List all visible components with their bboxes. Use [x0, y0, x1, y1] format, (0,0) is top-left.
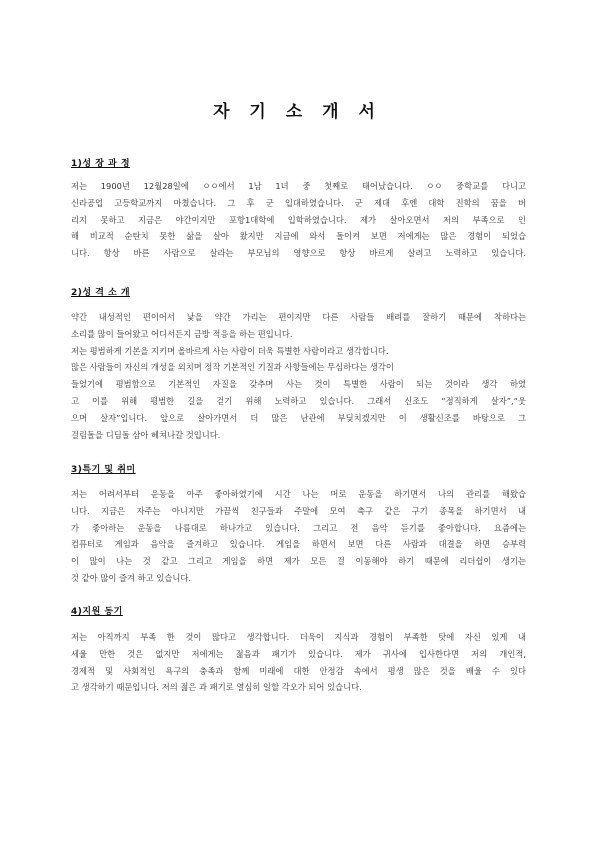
section-heading-motivation: 4)지원 동기	[71, 607, 123, 617]
document-title: 자 기 소 개 서	[213, 102, 382, 122]
section-heading-growth: 1)성 장 과 정	[71, 159, 131, 169]
paragraph-line: 약간 내성적인 편이어서 낯을 약간 가리는 편이지만 다른 사람들 배려를 잘하기 때문에 착하다는	[71, 312, 526, 322]
paragraph-line: 이 많이 나는 것 같고 그리고 게임을 하면 제가 모든 걸 이동해야 하기 때문에 리더쉽이 생기는	[71, 556, 526, 567]
paragraph-line: 해 비교적 순탄치 못한 삶을 살아 왔지만 지금에 와서 돌이켜 보면 저에게는 많은 경험이 되었습	[71, 231, 526, 242]
paragraph-line: 경제적 및 사회적인 욕구의 충족과 함께 미래에 대한 안정감 속에서 평생 많은 것을 배울 수 있다	[71, 665, 526, 676]
paragraph-line: 고 이를 위해 평범한 길을 걷기 위해 노력하고 있습니다. 그래서 신조도 “정직하게 살자”,“웃	[71, 395, 526, 406]
section-heading-skills-hobbies: 3)특기 및 취미	[71, 465, 136, 475]
section-body-personality	[71, 309, 526, 443]
paragraph-line: 니다. 항상 바른 사람으로 살라는 부모님의 영향으로 항상 바르게 살려고 노력하고 있습니다.	[71, 248, 526, 259]
paragraph-line: 리지 못하고 지금은 야간이지만 포항1대학에 입학하였습니다. 제가 살아오면서 저의 부족으로 인	[71, 214, 526, 225]
section-body-growth	[71, 178, 526, 262]
paragraph-line: 걸림돌을 디딤돌 삼아 헤쳐나갈 것입니다.	[71, 429, 221, 440]
paragraph-line: 니다. 지금은 자주는 아니지만 가끔씩 친구들과 주말에 모여 축구 같은 구기 종목을 하기면서 내	[71, 505, 526, 516]
paragraph-line: 들었기에 평범함으로 기본적인 자질을 갖추며 사는 것이 특별한 사람이 되는 것이라 생각 하였	[71, 379, 526, 390]
paragraph-line: 소리를 많이 들어왔고 어디서든지 금방 적응을 하는 편입니다.	[71, 328, 293, 339]
paragraph-line: 으며 살자”입니다. 앞으로 살아가면서 더 많은 난관에 부딪치겠지만 이 생활신조를 바탕으로 그	[71, 412, 526, 423]
paragraph-line: 세울 만한 것은 없지만 저에게는 젊음과 패기가 있습니다. 제가 귀사에 입사한다면 저의 개인적,	[71, 648, 526, 659]
paragraph-line: 저는 1900년 12월28일에 ㅇㅇ에서 1남 1녀 중 첫째로 태어났습니다. ㅇㅇ 중학교를 다니고	[71, 181, 526, 191]
paragraph-line: 가 좋아하는 운동을 나름대로 하나가고 있습니다. 그리고 전 음악 듣기를 좋아합니다. 요즘에는	[71, 522, 526, 533]
paragraph-line: 많은 사람들이 자신의 개성을 외치며 정작 기본적인 기질과 사항들에는 무심하다는 생각이	[71, 362, 394, 373]
paragraph-line: 고 생각하기 때문입니다. 저의 젊은 과 패기로 열심히 일할 각오가 되어 있습니다.	[71, 682, 362, 693]
section-body-motivation	[71, 629, 526, 696]
section-body-skills-hobbies	[71, 486, 526, 587]
paragraph-line: 컴퓨터로 게임과 음악을 즐겨하고 있습니다. 게임을 하면서 보면 다른 사람과 대결을 하면 승부력	[71, 539, 526, 550]
paragraph-line: 저는 평범하게 기본을 지키며 올바르게 사는 사람이 더욱 특별한 사람이라고 생각합니다.	[71, 345, 389, 356]
paragraph-line: 저는 아직까지 부족 한 것이 많다고 생각합니다. 더욱이 지식과 경험이 부족한 탓에 자신 있게 내	[71, 632, 526, 642]
section-heading-personality: 2)성 격 소 개	[71, 288, 131, 298]
paragraph-line: 신라공업 고등학교까지 마쳤습니다. 그 후 군 입대하였습니다. 군 제대 후엔 대학 진학의 꿈을 버	[71, 197, 526, 208]
paragraph-line: 저는 어려서부터 운동을 아주 좋아하였기에 시간 나는 머로 운동을 하기면서 나의 관리를 해왔습	[71, 489, 526, 499]
paragraph-line: 것 같아 많이 즐겨 하고 있습니다.	[71, 572, 192, 583]
